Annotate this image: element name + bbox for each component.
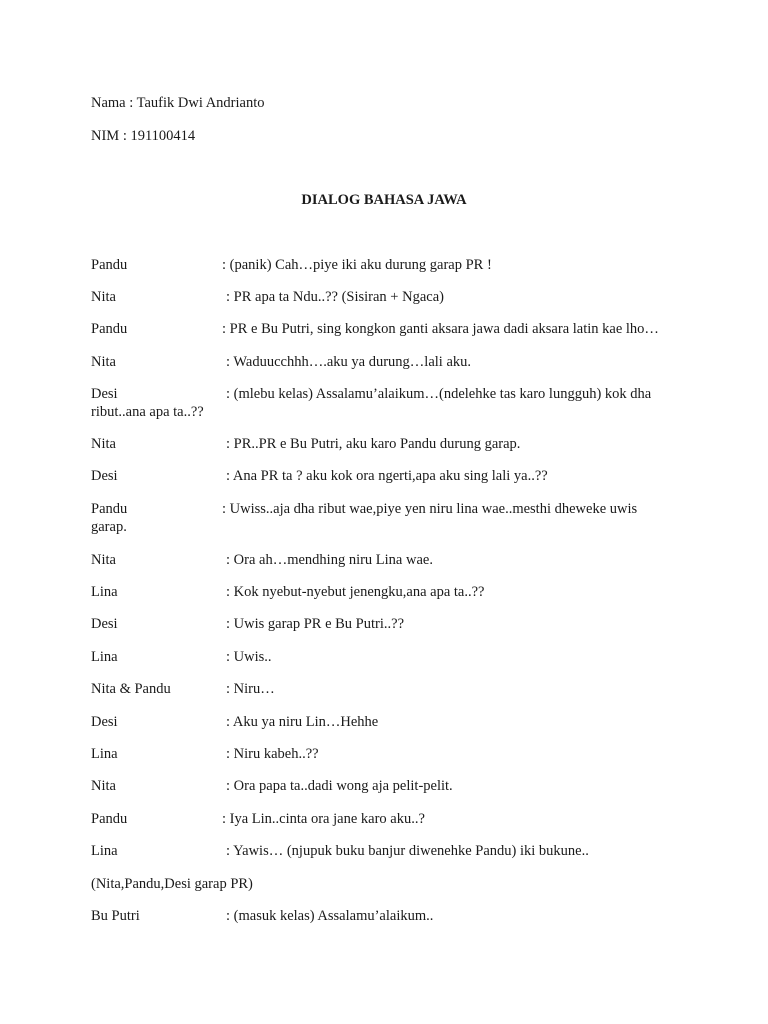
document-title: DIALOG BAHASA JAWA	[301, 192, 467, 208]
dialog-speaker: Nita	[91, 289, 116, 305]
dialog-speaker: Nita	[91, 354, 116, 370]
dialog-speaker: Pandu	[91, 811, 128, 827]
dialog-text: : Ora ah…mendhing niru Lina wae.	[226, 552, 433, 568]
dialog-text: : Ora papa ta..dadi wong aja pelit-pelit.	[226, 778, 453, 794]
stage-direction: (Nita,Pandu,Desi garap PR)	[91, 876, 253, 892]
dialog-text: : (masuk kelas) Assalamu’alaikum..	[226, 908, 434, 924]
dialog-text: : PR..PR e Bu Putri, aku karo Pandu durung garap.	[226, 436, 521, 452]
dialog-speaker: Nita	[91, 436, 116, 452]
student-name: Nama : Taufik Dwi Andrianto	[91, 95, 265, 111]
dialog-speaker: Bu Putri	[91, 908, 140, 924]
dialog-speaker: Lina	[91, 843, 118, 859]
student-nim: NIM : 191100414	[91, 128, 196, 144]
dialog-speaker: Pandu	[91, 501, 128, 517]
dialog-text: : Uwiss..aja dha ribut wae,piye yen niru lina wae..mesthi dheweke uwis	[222, 501, 638, 517]
dialog-text: : Uwis garap PR e Bu Putri..??	[226, 616, 405, 632]
dialog-speaker: Pandu	[91, 321, 128, 337]
dialog-speaker: Desi	[91, 616, 118, 632]
dialog-text: : PR e Bu Putri, sing kongkon ganti aksara jawa dadi aksara latin kae lho…	[222, 321, 659, 337]
dialog-text: : (mlebu kelas) Assalamu’alaikum…(ndelehke tas karo lungguh) kok dha	[226, 386, 652, 402]
dialog-text: : Niru kabeh..??	[226, 746, 319, 762]
dialog-text: : Kok nyebut-nyebut jenengku,ana apa ta..??	[226, 584, 485, 600]
dialog-text-continuation: ribut..ana apa ta..??	[91, 404, 204, 420]
dialog-text: : Niru…	[226, 681, 275, 697]
dialog-speaker: Desi	[91, 468, 118, 484]
dialog-text: : (panik) Cah…piye iki aku durung garap PR !	[222, 257, 492, 273]
dialog-speaker: Desi	[91, 714, 118, 730]
dialog-speaker: Nita & Pandu	[91, 681, 171, 697]
dialog-text: : Aku ya niru Lin…Hehhe	[226, 714, 379, 730]
dialog-text: : Ana PR ta ? aku kok ora ngerti,apa aku sing lali ya..??	[226, 468, 548, 484]
dialog-text: : Waduucchhh….aku ya durung…lali aku.	[226, 354, 472, 370]
dialog-text: : Yawis… (njupuk buku banjur diwenehke Pandu) iki bukune..	[226, 843, 589, 859]
dialog-text: : PR apa ta Ndu..?? (Sisiran + Ngaca)	[226, 289, 444, 305]
dialog-speaker: Nita	[91, 552, 116, 568]
dialog-speaker: Pandu	[91, 257, 128, 273]
dialog-text-continuation: garap.	[91, 519, 127, 535]
dialog-speaker: Desi	[91, 386, 118, 402]
dialog-speaker: Lina	[91, 584, 118, 600]
dialog-speaker: Lina	[91, 649, 118, 665]
dialog-text: : Iya Lin..cinta ora jane karo aku..?	[222, 811, 425, 827]
dialog-speaker: Lina	[91, 746, 118, 762]
dialog-text: : Uwis..	[226, 649, 272, 665]
dialog-speaker: Nita	[91, 778, 116, 794]
